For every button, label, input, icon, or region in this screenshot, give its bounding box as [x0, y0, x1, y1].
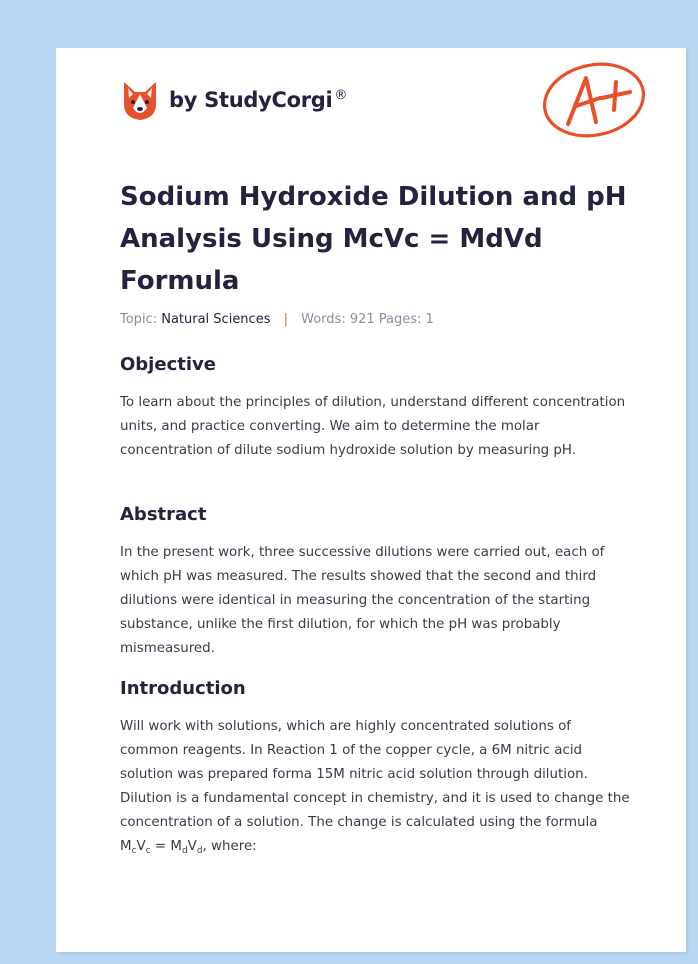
corgi-logo-icon [120, 78, 160, 122]
brand-name: by StudyCorgi ® [169, 88, 348, 112]
document-page [56, 48, 686, 952]
topic-label: Topic: [120, 312, 158, 327]
introduction-tail: , where: [202, 839, 257, 854]
topic-link[interactable]: Natural Sciences [161, 312, 271, 327]
objective-heading: Objective [120, 354, 216, 375]
abstract-text: In the present work, three successive dilutions were carried out, each of which pH was measured. The results showed that the second and third dilutions were identical in measuring the concentration of the starting substance, unlike the first dilution, for which the pH was probably mismeasured. [120, 545, 605, 656]
page-count: Pages: 1 [378, 312, 434, 327]
dilution-formula: $M_cV_c = M_dV_d$ [120, 839, 203, 856]
registered-mark: ® [334, 88, 348, 103]
objective-text: To learn about the principles of dilution, understand different concentration units, and practice converting. We aim to determine the molar concentration of dilute sodium hydroxide solution by measuring pH. [120, 395, 626, 458]
introduction-body: Will work with solutions, which are highly concentrated solutions of common reagents. In Reaction 1 of the copper cycle, a 6M nitric acid solution was prepared forma 15M nitric acid solution through dilution. Dilution is a fundamental concept in chemistry, and it is used to change the concentration of a solution. The change is calculated using the formula [120, 719, 630, 830]
word-count: Words: 921 [301, 312, 375, 327]
a-plus-grade-icon [538, 60, 650, 140]
meta-separator: | [283, 312, 288, 327]
introduction-text [120, 715, 632, 859]
introduction-heading: Introduction [120, 678, 246, 699]
document-meta [120, 312, 434, 327]
brand-logo[interactable] [120, 76, 347, 124]
document-title: Sodium Hydroxide Dilution and pH Analysis Using McVc = MdVd Formula [120, 182, 627, 296]
abstract-heading: Abstract [120, 504, 207, 525]
